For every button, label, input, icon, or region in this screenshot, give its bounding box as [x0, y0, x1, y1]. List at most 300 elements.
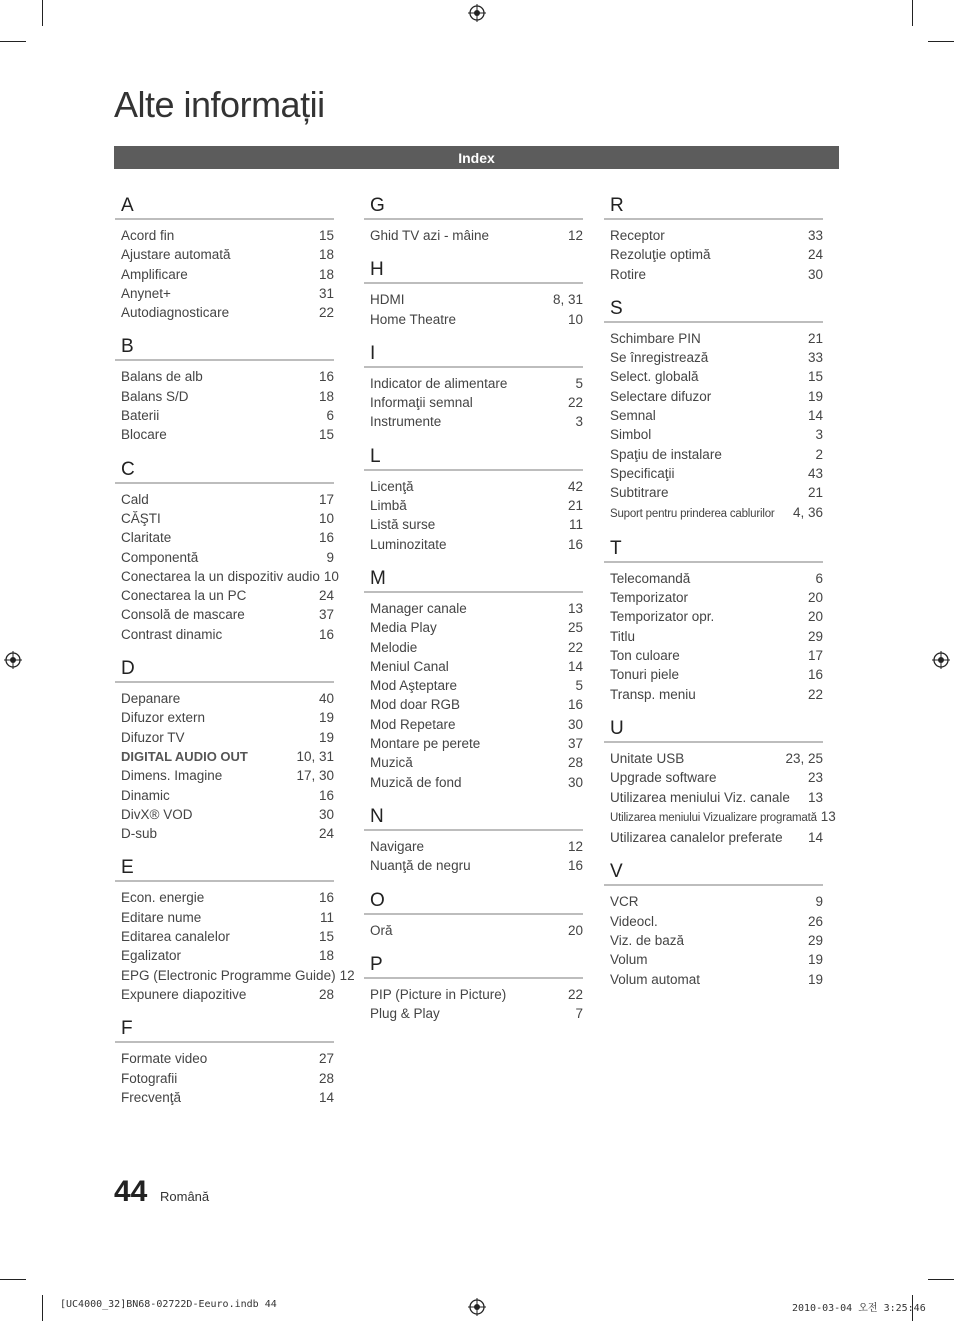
index-entry-page: 19 — [318, 710, 334, 726]
index-entry-page: 26 — [807, 913, 823, 929]
index-entry-name: DivX® VOD — [121, 806, 193, 822]
index-entry-name: Balans S/D — [121, 388, 189, 404]
index-entry-name: Luminozitate — [370, 536, 447, 552]
index-letter-heading: P — [364, 954, 583, 979]
index-entry-page: 30 — [567, 716, 583, 732]
index-entry-page: 15 — [318, 427, 334, 443]
index-entry — [604, 807, 836, 828]
index-section-i — [364, 343, 583, 432]
index-entry-name: Depanare — [121, 691, 181, 707]
page-number: 44 — [114, 1175, 148, 1208]
index-section-p — [364, 954, 583, 1024]
index-entry — [115, 586, 334, 605]
index-entry — [604, 950, 823, 969]
index-section-u — [604, 717, 836, 847]
index-entry-page: 16 — [318, 890, 334, 906]
index-entry-page: 18 — [318, 948, 334, 964]
index-section-t — [604, 538, 823, 704]
index-entry — [604, 892, 823, 911]
index-entry-page: 9 — [326, 549, 334, 565]
index-entry-name: Informaţii semnal — [370, 395, 473, 411]
index-entry-page: 20 — [567, 922, 583, 938]
index-entry-name: Mod Aşteptare — [370, 678, 458, 694]
index-entry — [604, 367, 823, 386]
index-entry-name: Claritate — [121, 530, 172, 546]
index-letter-heading: C — [115, 459, 334, 484]
index-section-l — [364, 446, 583, 554]
index-entry-name: Acord fin — [121, 228, 175, 243]
index-entry-page: 24 — [318, 588, 334, 604]
index-section-n — [364, 806, 583, 876]
index-entry-name: Media Play — [370, 620, 437, 636]
index-entry-page: 12 — [339, 967, 355, 983]
index-entry-page: 22 — [567, 986, 583, 1002]
index-section-g — [364, 195, 583, 245]
index-entry — [364, 715, 583, 734]
index-entry — [115, 226, 334, 245]
index-entry-page: 14 — [807, 830, 823, 846]
index-entry — [604, 329, 823, 348]
index-entry-name: Tonuri piele — [610, 667, 680, 683]
index-letter-heading: M — [364, 568, 583, 593]
index-entry-name: Indicator de alimentare — [370, 375, 508, 391]
index-entry-page: 6 — [326, 408, 334, 424]
index-entry-page: 18 — [318, 388, 334, 404]
index-entry-page: 22 — [318, 305, 334, 321]
index-entry-name: Balans de alb — [121, 369, 203, 385]
index-entry — [115, 303, 334, 322]
index-entry — [115, 1088, 334, 1107]
crop-mark — [912, 0, 913, 26]
index-entry-name: Formate video — [121, 1051, 208, 1067]
index-entry-name: Editarea canalelor — [121, 929, 230, 945]
index-entry-name: Suport pentru prinderea cablurilor — [610, 507, 775, 520]
index-entry-page: 16 — [567, 697, 583, 713]
print-slug-right: 2010-03-04 오전 3:25:46 — [792, 1303, 926, 1314]
index-entry-name: DIGITAL AUDIO OUT — [121, 748, 248, 764]
index-entry-page: 9 — [815, 894, 823, 910]
index-entry-page: 10 — [323, 568, 339, 584]
index-entry-name: Utilizarea meniului Viz. canale — [610, 789, 790, 805]
index-entry — [115, 265, 334, 284]
registration-mark-icon — [932, 651, 950, 669]
index-entry — [115, 245, 334, 264]
index-entry-name: Difuzor TV — [121, 729, 185, 745]
index-entry-page: 17, 30 — [296, 768, 334, 784]
index-entry-name: Upgrade software — [610, 770, 717, 786]
crop-mark — [928, 41, 954, 42]
index-entry-page: 24 — [318, 826, 334, 842]
index-entry-name: Temporizator — [610, 590, 689, 606]
index-entry — [364, 856, 583, 875]
index-entry-name: Oră — [370, 922, 393, 938]
index-section-c — [115, 458, 339, 644]
index-entry — [364, 676, 583, 695]
index-section-r — [604, 195, 823, 284]
index-entry — [364, 753, 583, 772]
index-entry-page: 16 — [318, 369, 334, 385]
index-entry-page: 28 — [567, 755, 583, 771]
index-entry-page: 4, 36 — [792, 504, 823, 520]
index-entry-name: Limbă — [370, 498, 407, 514]
index-entry-page: 37 — [318, 607, 334, 623]
index-entry — [115, 888, 334, 907]
index-entry — [115, 528, 334, 547]
index-letter-heading: R — [604, 195, 823, 220]
index-letter-heading: E — [115, 857, 334, 882]
index-entry — [115, 805, 334, 824]
index-entry-page: 10 — [567, 311, 583, 327]
index-entry — [604, 588, 823, 607]
index-entry-page: 5 — [575, 375, 583, 391]
index-entry-name: Montare pe perete — [370, 736, 481, 752]
index-entry-name: Dinamic — [121, 787, 170, 803]
index-letter-heading: B — [115, 336, 334, 361]
index-section-v — [604, 861, 823, 988]
index-entry-name: Rotire — [610, 266, 647, 282]
index-entry-page: 42 — [567, 478, 583, 494]
index-entry — [115, 284, 334, 303]
index-letter-heading: I — [364, 343, 583, 368]
index-entry-name: Autodiagnosticare — [121, 305, 230, 321]
index-entry — [364, 837, 583, 856]
index-entry-page: 14 — [807, 408, 823, 424]
index-entry-page: 23, 25 — [785, 750, 823, 766]
index-entry-page: 16 — [807, 667, 823, 683]
index-entry-name: Difuzor extern — [121, 710, 206, 726]
index-section-f — [115, 1018, 334, 1107]
index-entry-page: 20 — [807, 590, 823, 606]
registration-mark-icon — [468, 4, 486, 22]
index-section-e — [115, 857, 355, 1004]
index-entry-name: VCR — [610, 894, 639, 910]
index-entry-page: 27 — [318, 1051, 334, 1067]
index-entry-page: 14 — [567, 658, 583, 674]
index-entry-name: Temporizator opr. — [610, 609, 715, 625]
index-entry — [364, 374, 583, 393]
crop-mark — [0, 1279, 26, 1280]
index-entry-name: Melodie — [370, 639, 418, 655]
index-letter-heading: H — [364, 259, 583, 284]
index-entry-page: 17 — [318, 491, 334, 507]
index-entry-page: 17 — [807, 648, 823, 664]
index-entry — [604, 607, 823, 626]
registration-mark-icon — [468, 1298, 486, 1316]
index-entry-page: 16 — [318, 626, 334, 642]
crop-mark — [42, 0, 43, 26]
index-entry — [364, 773, 583, 792]
index-column-2 — [364, 195, 583, 1037]
index-entry-page: 19 — [807, 971, 823, 987]
index-entry — [115, 387, 334, 406]
index-entry — [115, 1049, 334, 1068]
index-entry-name: Econ. energie — [121, 890, 205, 906]
index-letter-heading: T — [604, 538, 823, 563]
index-entry-page: 12 — [567, 228, 583, 243]
index-entry-page: 7 — [575, 1006, 583, 1022]
index-entry — [604, 425, 823, 444]
index-entry-name: Volum automat — [610, 971, 701, 987]
print-slug-left: [UC4000_32]BN68-02722D-Eeuro.indb 44 — [60, 1299, 277, 1310]
index-entry-page: 21 — [807, 330, 823, 346]
index-entry — [604, 788, 823, 807]
index-entry-page: 13 — [807, 789, 823, 805]
crop-mark — [0, 41, 26, 42]
index-letter-heading: G — [364, 195, 583, 220]
index-entry — [604, 912, 823, 931]
index-entry — [604, 569, 823, 588]
index-entry-name: Utilizarea canalelor preferate — [610, 830, 783, 846]
index-entry — [115, 406, 334, 425]
index-section-d — [115, 658, 334, 843]
page-title: Alte informații — [114, 84, 325, 125]
index-entry — [364, 695, 583, 714]
index-entry — [604, 387, 823, 406]
index-entry — [364, 1004, 583, 1023]
index-entry — [364, 496, 583, 515]
index-entry-name: Nuanţă de negru — [370, 858, 471, 874]
index-entry-page: 15 — [318, 228, 334, 243]
index-entry-name: Schimbare PIN — [610, 330, 701, 346]
index-entry-page: 16 — [567, 536, 583, 552]
index-entry — [604, 768, 823, 787]
index-entry-name: Conectarea la un PC — [121, 588, 247, 604]
index-entry-page: 29 — [807, 628, 823, 644]
index-column-3 — [604, 195, 836, 1003]
index-entry-name: Baterii — [121, 408, 160, 424]
index-entry-name: Telecomandă — [610, 570, 691, 586]
index-entry — [364, 638, 583, 657]
index-entry-page: 43 — [807, 465, 823, 481]
index-entry-name: Select. globală — [610, 369, 699, 385]
index-entry — [364, 657, 583, 676]
index-entry-page: 15 — [807, 369, 823, 385]
index-entry — [115, 425, 334, 444]
index-entry — [115, 747, 334, 766]
index-entry-name: Muzică — [370, 755, 413, 771]
index-entry-name: Ton culoare — [610, 648, 680, 664]
index-entry — [364, 515, 583, 534]
index-entry-page: 20 — [807, 609, 823, 625]
index-entry-name: Plug & Play — [370, 1006, 440, 1022]
page-language: Română — [160, 1189, 210, 1204]
index-entry — [604, 483, 823, 502]
index-entry — [604, 646, 823, 665]
index-letter-heading: S — [604, 298, 823, 323]
index-entry-page: 15 — [318, 929, 334, 945]
index-entry — [364, 535, 583, 554]
index-entry-page: 22 — [567, 395, 583, 411]
index-entry — [364, 921, 583, 940]
index-entry — [604, 828, 823, 847]
index-entry-page: 29 — [807, 933, 823, 949]
index-entry-name: Se înregistrează — [610, 350, 709, 366]
index-section-bar — [114, 146, 839, 169]
index-letter-heading: N — [364, 806, 583, 831]
index-entry — [364, 226, 583, 245]
index-entry-page: 24 — [807, 247, 823, 263]
index-entry-page: 23 — [807, 770, 823, 786]
index-entry-name: Unitate USB — [610, 750, 685, 766]
index-section-s — [604, 298, 823, 524]
index-section-h — [364, 259, 583, 329]
index-entry-name: Ajustare automată — [121, 247, 231, 263]
index-entry-name: Viz. de bază — [610, 933, 685, 949]
index-entry-name: HDMI — [370, 292, 405, 308]
index-entry-name: Specificaţii — [610, 465, 675, 481]
index-entry-name: Ghid TV azi - mâine — [370, 228, 490, 243]
index-entry-page: 11 — [319, 909, 334, 925]
index-entry — [604, 665, 823, 684]
index-entry — [115, 946, 334, 965]
index-entry-name: CĂŞTI — [121, 510, 161, 526]
registration-mark-icon — [4, 651, 22, 669]
index-entry-page: 16 — [318, 787, 334, 803]
index-entry-name: Simbol — [610, 427, 652, 443]
index-entry-name: Fotografii — [121, 1070, 178, 1086]
index-entry-name: Home Theatre — [370, 311, 457, 327]
index-entry — [115, 766, 334, 785]
index-entry-name: Receptor — [610, 228, 665, 243]
index-letter-heading: L — [364, 446, 583, 471]
index-entry — [604, 685, 823, 704]
index-entry-page: 19 — [807, 388, 823, 404]
index-entry — [115, 689, 334, 708]
index-entry-name: Navigare — [370, 838, 425, 854]
index-entry-name: Meniul Canal — [370, 658, 449, 674]
index-label: Index — [458, 149, 495, 166]
index-entry-name: Expunere diapozitive — [121, 986, 247, 1002]
index-entry — [364, 393, 583, 412]
index-entry-page: 3 — [815, 427, 823, 443]
index-entry-page: 3 — [575, 414, 583, 430]
index-entry-name: Titlu — [610, 628, 636, 644]
index-entry-name: EPG (Electronic Programme Guide) — [121, 967, 336, 983]
index-entry — [364, 310, 583, 329]
index-entry-page: 16 — [318, 530, 334, 546]
index-entry-name: PIP (Picture in Picture) — [370, 986, 507, 1002]
index-entry — [364, 734, 583, 753]
index-entry-page: 8, 31 — [552, 292, 583, 308]
index-entry — [364, 477, 583, 496]
index-entry-page: 31 — [318, 285, 334, 301]
index-entry — [115, 908, 334, 927]
index-entry — [604, 627, 823, 646]
index-entry — [115, 786, 334, 805]
index-entry — [115, 605, 334, 624]
index-section-a — [115, 195, 334, 322]
index-entry — [115, 509, 334, 528]
index-entry-page: 19 — [807, 952, 823, 968]
index-entry-page: 14 — [318, 1089, 334, 1105]
index-entry — [115, 966, 355, 985]
index-entry — [364, 412, 583, 431]
index-entry-name: Selectare difuzor — [610, 388, 712, 404]
index-entry-page: 13 — [567, 600, 583, 616]
index-entry — [604, 503, 823, 524]
index-column-1 — [115, 195, 355, 1121]
index-entry — [364, 985, 583, 1004]
index-entry-page: 10, 31 — [296, 748, 334, 764]
index-entry-name: Contrast dinamic — [121, 626, 223, 642]
index-entry-page: 28 — [318, 1070, 334, 1086]
index-entry — [604, 970, 823, 989]
index-entry-page: 30 — [318, 806, 334, 822]
index-entry — [604, 445, 823, 464]
index-entry — [115, 625, 334, 644]
index-entry-name: Frecvenţă — [121, 1089, 182, 1105]
index-entry — [604, 226, 823, 245]
index-entry-name: Listă surse — [370, 517, 436, 533]
crop-mark — [928, 1279, 954, 1280]
index-entry-name: Subtitrare — [610, 485, 669, 501]
index-entry-name: Consolă de mascare — [121, 607, 245, 623]
index-entry — [115, 927, 334, 946]
index-entry-page: 22 — [567, 639, 583, 655]
index-letter-heading: O — [364, 890, 583, 915]
index-entry-name: Dimens. Imagine — [121, 768, 223, 784]
index-entry-name: Rezoluţie optimă — [610, 247, 711, 263]
index-entry-name: Utilizarea meniului Vizualizare programată — [610, 811, 817, 824]
index-entry — [115, 367, 334, 386]
index-entry-page: 21 — [807, 485, 823, 501]
index-entry — [115, 708, 334, 727]
index-entry — [604, 931, 823, 950]
index-entry-name: Mod doar RGB — [370, 697, 461, 713]
index-entry — [115, 728, 334, 747]
index-entry — [364, 290, 583, 309]
index-entry-name: Conectarea la un dispozitiv audio — [121, 568, 320, 584]
index-entry-page: 16 — [567, 858, 583, 874]
index-entry-name: Editare nume — [121, 909, 202, 925]
index-entry-name: Mod Repetare — [370, 716, 456, 732]
index-entry-page: 28 — [318, 986, 334, 1002]
index-entry-name: Cald — [121, 491, 149, 507]
index-entry-name: Transp. meniu — [610, 686, 696, 702]
crop-mark — [42, 1295, 43, 1321]
index-entry-page: 5 — [575, 678, 583, 694]
index-entry-page: 30 — [567, 774, 583, 790]
index-entry — [364, 599, 583, 618]
index-entry-name: Blocare — [121, 427, 167, 443]
index-entry — [604, 265, 823, 284]
index-letter-heading: A — [115, 195, 334, 220]
index-entry-page: 18 — [318, 266, 334, 282]
index-section-o — [364, 890, 583, 940]
index-entry-name: Volum — [610, 952, 648, 968]
index-entry-name: D-sub — [121, 826, 158, 842]
index-entry — [115, 567, 339, 586]
index-letter-heading: D — [115, 658, 334, 683]
index-entry-page: 18 — [318, 247, 334, 263]
index-entry — [364, 618, 583, 637]
index-entry-page: 40 — [318, 691, 334, 707]
index-entry — [115, 824, 334, 843]
index-entry — [115, 548, 334, 567]
index-entry-page: 25 — [567, 620, 583, 636]
index-entry-name: Instrumente — [370, 414, 442, 430]
index-entry-name: Amplificare — [121, 266, 188, 282]
index-entry-name: Muzică de fond — [370, 774, 462, 790]
index-entry — [115, 490, 334, 509]
index-entry-page: 11 — [568, 517, 583, 533]
index-section-b — [115, 336, 334, 444]
index-entry-name: Componentă — [121, 549, 199, 565]
index-entry — [115, 1069, 334, 1088]
index-entry-name: Manager canale — [370, 600, 467, 616]
index-entry-page: 30 — [807, 266, 823, 282]
index-letter-heading: V — [604, 861, 823, 886]
